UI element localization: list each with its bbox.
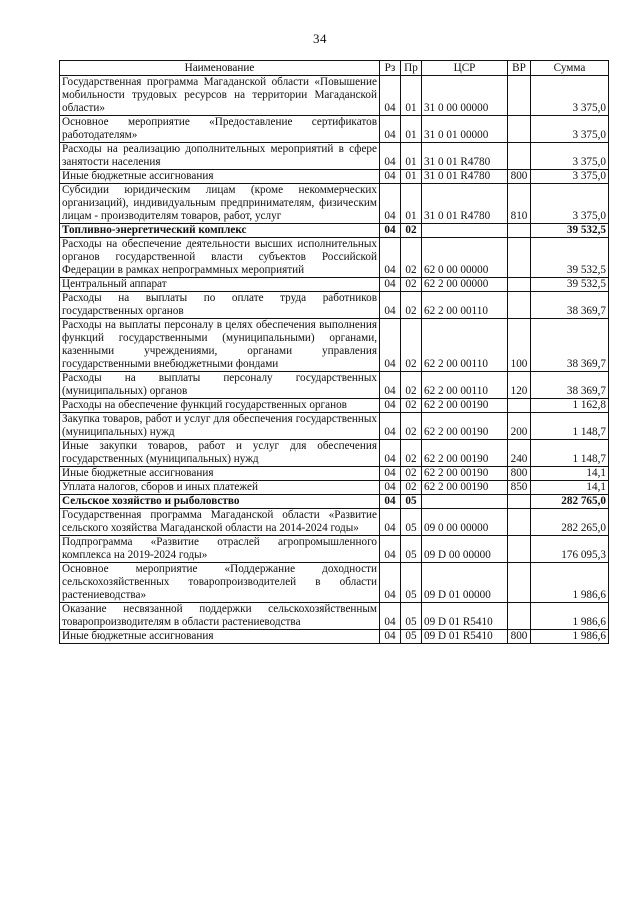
- table-row: [60, 319, 609, 372]
- cell-csr: 31 0 01 R4780: [422, 143, 508, 170]
- cell-sum: 39 532,5: [531, 278, 609, 292]
- table-header-row: [60, 61, 609, 76]
- cell-rz: 04: [380, 563, 401, 603]
- cell-pr: 02: [401, 224, 422, 238]
- cell-csr: 62 0 00 00000: [422, 238, 508, 278]
- cell-vr: [508, 563, 531, 603]
- cell-rz: 04: [380, 399, 401, 413]
- cell-name: Расходы на реализацию дополнительных мероприятий в сфере занятости населения: [60, 143, 380, 170]
- table-row: [60, 143, 609, 170]
- cell-vr: 120: [508, 372, 531, 399]
- cell-vr: 800: [508, 630, 531, 644]
- cell-sum: 14,1: [531, 467, 609, 481]
- cell-name: Сельское хозяйство и рыболовство: [60, 495, 380, 509]
- cell-sum: 14,1: [531, 481, 609, 495]
- cell-csr: 62 2 00 00190: [422, 481, 508, 495]
- table-row: [60, 184, 609, 224]
- cell-pr: 02: [401, 238, 422, 278]
- table-row: [60, 399, 609, 413]
- cell-pr: 05: [401, 495, 422, 509]
- cell-name: Подпрограмма «Развитие отраслей агропромышленного комплекса на 2019-2024 годы»: [60, 536, 380, 563]
- cell-csr: 62 2 00 00110: [422, 372, 508, 399]
- table-row: [60, 372, 609, 399]
- cell-csr: 09 D 01 00000: [422, 563, 508, 603]
- cell-csr: 09 D 01 R5410: [422, 603, 508, 630]
- cell-pr: 05: [401, 509, 422, 536]
- cell-rz: 04: [380, 238, 401, 278]
- table-row: [60, 536, 609, 563]
- cell-sum: 1 148,7: [531, 413, 609, 440]
- cell-csr: 31 0 01 R4780: [422, 184, 508, 224]
- cell-vr: [508, 536, 531, 563]
- cell-name: Иные бюджетные ассигнования: [60, 467, 380, 481]
- cell-sum: 3 375,0: [531, 170, 609, 184]
- cell-rz: 04: [380, 143, 401, 170]
- cell-rz: 04: [380, 603, 401, 630]
- cell-rz: 04: [380, 170, 401, 184]
- cell-rz: 04: [380, 319, 401, 372]
- cell-vr: [508, 292, 531, 319]
- cell-pr: 01: [401, 116, 422, 143]
- cell-rz: 04: [380, 184, 401, 224]
- cell-vr: 850: [508, 481, 531, 495]
- cell-sum: 38 369,7: [531, 319, 609, 372]
- cell-sum: 282 765,0: [531, 495, 609, 509]
- cell-name: Топливно-энергетический комплекс: [60, 224, 380, 238]
- cell-vr: 240: [508, 440, 531, 467]
- cell-csr: 09 D 00 00000: [422, 536, 508, 563]
- cell-name: Расходы на обеспечение функций государственных органов: [60, 399, 380, 413]
- table-row: [60, 292, 609, 319]
- table-row: [60, 440, 609, 467]
- cell-sum: 1 162,8: [531, 399, 609, 413]
- cell-pr: 01: [401, 184, 422, 224]
- cell-vr: 100: [508, 319, 531, 372]
- table-body: [60, 76, 609, 644]
- cell-vr: [508, 143, 531, 170]
- cell-sum: 282 265,0: [531, 509, 609, 536]
- cell-pr: 02: [401, 440, 422, 467]
- table-row: [60, 224, 609, 238]
- cell-vr: [508, 603, 531, 630]
- cell-csr: 62 2 00 00190: [422, 440, 508, 467]
- cell-rz: 04: [380, 116, 401, 143]
- cell-rz: 04: [380, 372, 401, 399]
- cell-sum: 39 532,5: [531, 238, 609, 278]
- cell-name: Расходы на обеспечение деятельности высших исполнительных органов государственной власти субъектов Российской Федерации в рамках непрограммных мероприятий: [60, 238, 380, 278]
- column-header-name: Наименование: [60, 61, 380, 76]
- cell-csr: 62 2 00 00110: [422, 292, 508, 319]
- cell-csr: 62 2 00 00190: [422, 399, 508, 413]
- cell-rz: 04: [380, 481, 401, 495]
- cell-sum: 39 532,5: [531, 224, 609, 238]
- column-header-pr: Пр: [401, 61, 422, 76]
- cell-name: Основное мероприятие «Поддержание доходности сельскохозяйственных товаропроизводителей в области растениеводства»: [60, 563, 380, 603]
- table-row: [60, 481, 609, 495]
- table-row: [60, 76, 609, 116]
- cell-rz: 04: [380, 292, 401, 319]
- cell-pr: 02: [401, 481, 422, 495]
- cell-csr: 62 2 00 00190: [422, 467, 508, 481]
- cell-rz: 04: [380, 509, 401, 536]
- cell-rz: 04: [380, 278, 401, 292]
- cell-pr: 02: [401, 278, 422, 292]
- column-header-csr: ЦСР: [422, 61, 508, 76]
- cell-sum: 38 369,7: [531, 372, 609, 399]
- cell-name: Государственная программа Магаданской области «Повышение мобильности трудовых ресурсов на территории Магаданской области»: [60, 76, 380, 116]
- cell-pr: 01: [401, 76, 422, 116]
- cell-name: Иные бюджетные ассигнования: [60, 630, 380, 644]
- cell-rz: 04: [380, 413, 401, 440]
- cell-csr: 62 2 00 00110: [422, 319, 508, 372]
- table-row: [60, 630, 609, 644]
- table-row: [60, 116, 609, 143]
- cell-vr: [508, 509, 531, 536]
- cell-rz: 04: [380, 224, 401, 238]
- cell-vr: [508, 76, 531, 116]
- column-header-vr: ВР: [508, 61, 531, 76]
- cell-rz: 04: [380, 467, 401, 481]
- table-row: [60, 467, 609, 481]
- cell-name: Оказание несвязанной поддержки сельскохозяйственным товаропроизводителям в области растениеводства: [60, 603, 380, 630]
- cell-pr: 02: [401, 413, 422, 440]
- cell-pr: 05: [401, 536, 422, 563]
- cell-name: Уплата налогов, сборов и иных платежей: [60, 481, 380, 495]
- table-row: [60, 278, 609, 292]
- cell-csr: 31 0 00 00000: [422, 76, 508, 116]
- cell-vr: 200: [508, 413, 531, 440]
- cell-name: Расходы на выплаты персоналу государственных (муниципальных) органов: [60, 372, 380, 399]
- cell-pr: 01: [401, 143, 422, 170]
- cell-name: Основное мероприятие «Предоставление сертификатов работодателям»: [60, 116, 380, 143]
- cell-vr: [508, 495, 531, 509]
- table-row: [60, 563, 609, 603]
- cell-vr: [508, 399, 531, 413]
- cell-rz: 04: [380, 76, 401, 116]
- cell-vr: 800: [508, 467, 531, 481]
- cell-sum: 3 375,0: [531, 116, 609, 143]
- table-row: [60, 495, 609, 509]
- table-row: [60, 238, 609, 278]
- cell-rz: 04: [380, 630, 401, 644]
- cell-sum: 3 375,0: [531, 76, 609, 116]
- cell-sum: 1 986,6: [531, 603, 609, 630]
- cell-csr: 09 0 00 00000: [422, 509, 508, 536]
- cell-sum: 1 986,6: [531, 563, 609, 603]
- cell-pr: 02: [401, 292, 422, 319]
- cell-csr: 31 0 01 R4780: [422, 170, 508, 184]
- cell-vr: [508, 278, 531, 292]
- budget-table: [59, 60, 609, 644]
- cell-csr: 09 D 01 R5410: [422, 630, 508, 644]
- cell-name: Иные закупки товаров, работ и услуг для обеспечения государственных (муниципальных) нужд: [60, 440, 380, 467]
- cell-sum: 38 369,7: [531, 292, 609, 319]
- cell-rz: 04: [380, 440, 401, 467]
- cell-pr: 02: [401, 372, 422, 399]
- cell-rz: 04: [380, 495, 401, 509]
- table-row: [60, 170, 609, 184]
- cell-sum: 3 375,0: [531, 143, 609, 170]
- cell-name: Расходы на выплаты персоналу в целях обеспечения выполнения функций государственными (муниципальными) органами, казенными учреждениями, органами управления государственными внебюджетными фондами: [60, 319, 380, 372]
- cell-sum: 176 095,3: [531, 536, 609, 563]
- cell-pr: 02: [401, 467, 422, 481]
- cell-name: Расходы на выплаты по оплате труда работников государственных органов: [60, 292, 380, 319]
- cell-name: Центральный аппарат: [60, 278, 380, 292]
- cell-csr: 62 2 00 00000: [422, 278, 508, 292]
- cell-vr: [508, 224, 531, 238]
- cell-csr: 62 2 00 00190: [422, 413, 508, 440]
- cell-vr: [508, 238, 531, 278]
- cell-vr: [508, 116, 531, 143]
- cell-sum: 3 375,0: [531, 184, 609, 224]
- cell-vr: 800: [508, 170, 531, 184]
- cell-csr: [422, 224, 508, 238]
- page-number: 34: [313, 31, 327, 46]
- column-header-sum: Сумма: [531, 61, 609, 76]
- cell-pr: 05: [401, 563, 422, 603]
- cell-pr: 05: [401, 630, 422, 644]
- cell-name: Закупка товаров, работ и услуг для обеспечения государственных (муниципальных) нужд: [60, 413, 380, 440]
- cell-rz: 04: [380, 536, 401, 563]
- cell-pr: 02: [401, 399, 422, 413]
- cell-csr: 31 0 01 00000: [422, 116, 508, 143]
- column-header-rz: Рз: [380, 61, 401, 76]
- cell-sum: 1 148,7: [531, 440, 609, 467]
- cell-csr: [422, 495, 508, 509]
- cell-pr: 05: [401, 603, 422, 630]
- cell-sum: 1 986,6: [531, 630, 609, 644]
- table-row: [60, 413, 609, 440]
- cell-name: Государственная программа Магаданской области «Развитие сельского хозяйства Магаданской области на 2014-2024 годы»: [60, 509, 380, 536]
- cell-name: Иные бюджетные ассигнования: [60, 170, 380, 184]
- cell-name: Субсидии юридическим лицам (кроме некоммерческих организаций), индивидуальным предпринимателям, физическим лицам - производителям товаров, работ, услуг: [60, 184, 380, 224]
- table-row: [60, 509, 609, 536]
- cell-pr: 01: [401, 170, 422, 184]
- table-row: [60, 603, 609, 630]
- cell-pr: 02: [401, 319, 422, 372]
- cell-vr: 810: [508, 184, 531, 224]
